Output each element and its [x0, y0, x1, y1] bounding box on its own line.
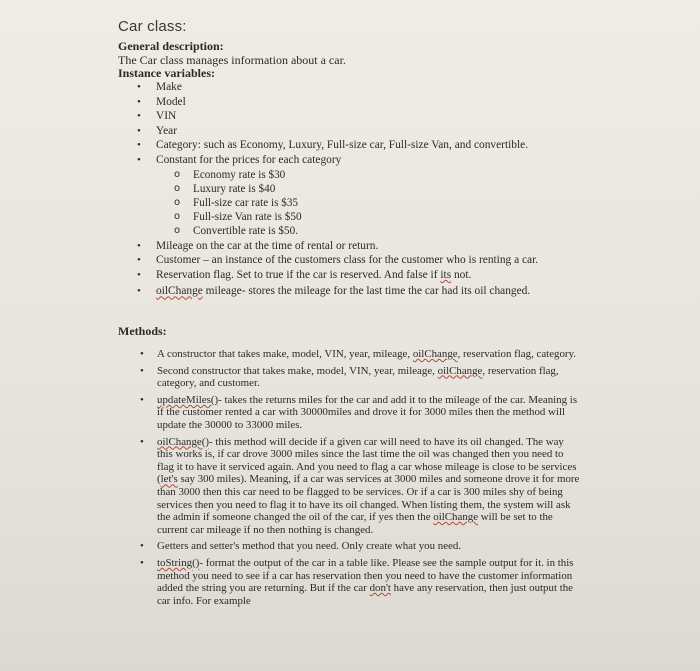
sublist-item: o Full-size car rate is $35: [174, 196, 299, 209]
bullet-icon: •: [140, 364, 144, 377]
page-title: Car class:: [118, 18, 187, 35]
bullet-icon: •: [137, 268, 141, 281]
list-item: • Mileage on the car at the time of rental or return.: [137, 239, 379, 252]
bullet-icon: •: [140, 435, 144, 448]
bullet-icon: •: [140, 556, 144, 569]
sublist-item: o Economy rate is $30: [174, 168, 286, 181]
list-item: • Category: such as Economy, Luxury, Full-size car, Full-size Van, and convertible.: [137, 139, 529, 152]
bullet-icon: •: [137, 254, 141, 267]
circle-bullet-icon: o: [174, 196, 181, 208]
list-item: • Second constructor that takes make, model, VIN, year, mileage, oilChange, reservation flag, category, and customer.: [140, 364, 559, 390]
list-item: • Model: [137, 95, 186, 108]
circle-bullet-icon: o: [174, 211, 181, 223]
sublist-item: o Luxury rate is $40: [174, 182, 276, 195]
general-description-text: The Car class manages information about a car.: [118, 53, 346, 67]
bullet-icon: •: [137, 81, 141, 93]
list-item: • Constant for the prices for each category o Economy rate is $30 o Luxury rate is $40 o Full-size car rate is $35 o Full-size Van rate is $50 o Convertible rate is $50.: [137, 153, 538, 239]
rates-sublist: [156, 168, 538, 239]
bullet-icon: •: [137, 239, 141, 252]
instance-variables-list: [137, 80, 538, 299]
sublist-item: o Full-size Van rate is $50: [174, 211, 302, 224]
list-item: • toString()- format the output of the car in a table like. Please see the sample output for it. in this method you need to see if a car has reservation then you need to have the customer information added the string you are returning. But if the car don't have any reservation, then just output the car info. For example: [140, 556, 574, 607]
bullet-icon: •: [137, 95, 141, 108]
bullet-icon: •: [140, 540, 144, 553]
bullet-icon: •: [137, 110, 141, 123]
list-item: • oilChange mileage- stores the mileage for the last time the car had its oil changed.: [137, 285, 531, 298]
bullet-icon: •: [137, 153, 141, 166]
bullet-icon: •: [137, 124, 141, 137]
bullet-icon: •: [140, 348, 144, 360]
list-item: • Make: [137, 81, 182, 93]
bullet-icon: •: [137, 285, 141, 298]
instance-variables-heading: Instance variables:: [118, 66, 215, 80]
list-item: • VIN: [137, 110, 177, 123]
circle-bullet-icon: o: [174, 225, 181, 237]
list-item: • Customer – an instance of the customers class for the customer who is renting a car.: [137, 254, 539, 267]
methods-list: [140, 348, 580, 611]
bullet-icon: •: [140, 393, 144, 406]
list-item: • Year: [137, 124, 177, 137]
methods-heading: Methods:: [118, 324, 167, 338]
list-item: • Reservation flag. Set to true if the car is reserved. And false if its not.: [137, 268, 472, 281]
sublist-item: o Convertible rate is $50.: [174, 225, 299, 238]
general-description-heading: General description:: [118, 39, 224, 53]
list-item: • updateMiles()- takes the returns miles for the car and add it to the mileage of the car. Meaning is if the customer rented a car with 30000miles and drove it for 3000 miles then the method will update the 30000 to 33000 miles.: [140, 393, 578, 431]
list-item: • oilChange()- this method will decide if a given car will need to have its oil changed. The way this works is, if car drove 3000 miles since the last time the oil was changed then you need to flag it to have it serviced again. And you need to flag a car whose mileage is close to be services (let's say 300 miles). Meaning, if a car was services at 3000 miles and someone drove it for more than 3000 then this car need to be flagged to be services. Or if a car is 300 miles shy of being services then you need to flag it to have its oil changed. When listing them, the system will ask the admin if someone changed the oil of the car, if yes then the oilChange will be set to the current car mileage if no then nothing is changed.: [140, 435, 580, 536]
bullet-icon: •: [137, 139, 141, 152]
circle-bullet-icon: o: [174, 168, 181, 180]
circle-bullet-icon: o: [174, 182, 181, 194]
list-item: • Getters and setter's method that you need. Only create what you need.: [140, 540, 462, 553]
list-item: • A constructor that takes make, model, VIN, year, mileage, oilChange, reservation flag, category.: [140, 348, 577, 360]
